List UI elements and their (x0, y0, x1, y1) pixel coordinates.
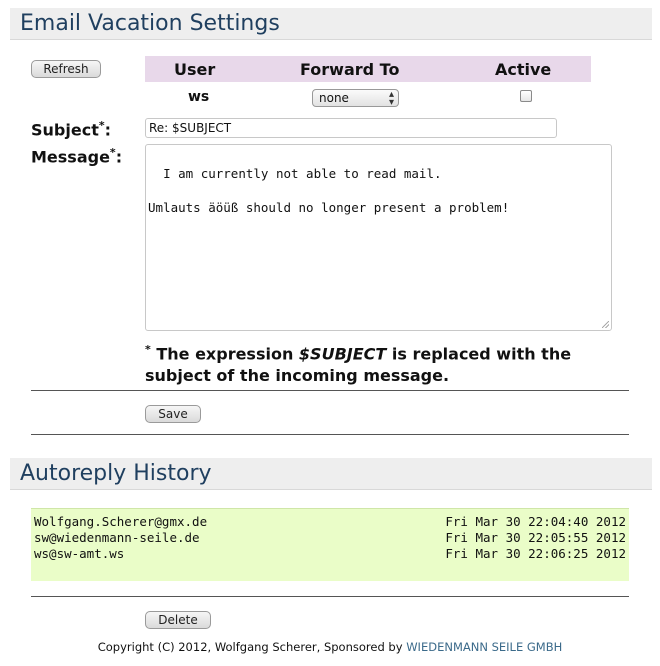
footer-text: Copyright (C) 2012, Wolfgang Scherer, Sponsored by (97, 640, 407, 654)
active-checkbox[interactable] (520, 90, 532, 102)
history-date: Fri Mar 30 22:04:40 2012 (445, 514, 626, 529)
footer (0, 640, 660, 654)
history-list (31, 508, 629, 581)
save-button[interactable]: Save (145, 405, 201, 423)
subject-label: Subject*: (31, 119, 112, 140)
select-arrows-icon: ▴ ▾ (388, 89, 394, 108)
divider (31, 596, 629, 597)
required-marker: * (109, 146, 116, 159)
settings-title: Email Vacation Settings (20, 11, 280, 36)
user-cell: ws (188, 89, 210, 105)
forward-to-selected-value: none (319, 91, 349, 105)
message-text: I am currently not able to read mail. Umlauts äöüß should no longer present a problem! (148, 166, 510, 215)
history-address: sw@wiedenmann-seile.de (34, 530, 200, 545)
message-label: Message*: (31, 146, 123, 167)
history-title: Autoreply History (20, 461, 212, 486)
subject-expression-note: * The expression $SUBJECT is replaced with the subject of the incoming message. (145, 343, 572, 386)
delete-button[interactable]: Delete (145, 611, 211, 629)
history-entry[interactable] (34, 514, 626, 530)
message-textarea[interactable] (145, 144, 612, 331)
history-date: Fri Mar 30 22:06:25 2012 (445, 546, 626, 561)
history-header (10, 458, 652, 490)
refresh-button[interactable]: Refresh (31, 60, 101, 78)
resize-grip-icon[interactable] (602, 321, 609, 328)
history-address: ws@sw-amt.ws (34, 546, 125, 561)
column-header-forward-to: Forward To (300, 60, 400, 79)
settings-header (10, 8, 652, 40)
history-entry[interactable] (34, 546, 626, 562)
sponsor-link[interactable]: WIEDENMANN SEILE GMBH (406, 640, 563, 654)
divider (31, 434, 629, 435)
forward-to-select[interactable] (312, 89, 399, 107)
subject-input[interactable] (145, 118, 557, 138)
history-address: Wolfgang.Scherer@gmx.de (34, 514, 208, 529)
required-marker: * (98, 119, 105, 132)
column-header-user: User (174, 60, 216, 79)
history-date: Fri Mar 30 22:05:55 2012 (445, 530, 626, 545)
column-header-active: Active (495, 60, 552, 79)
history-entry[interactable] (34, 530, 626, 546)
divider (31, 390, 629, 391)
